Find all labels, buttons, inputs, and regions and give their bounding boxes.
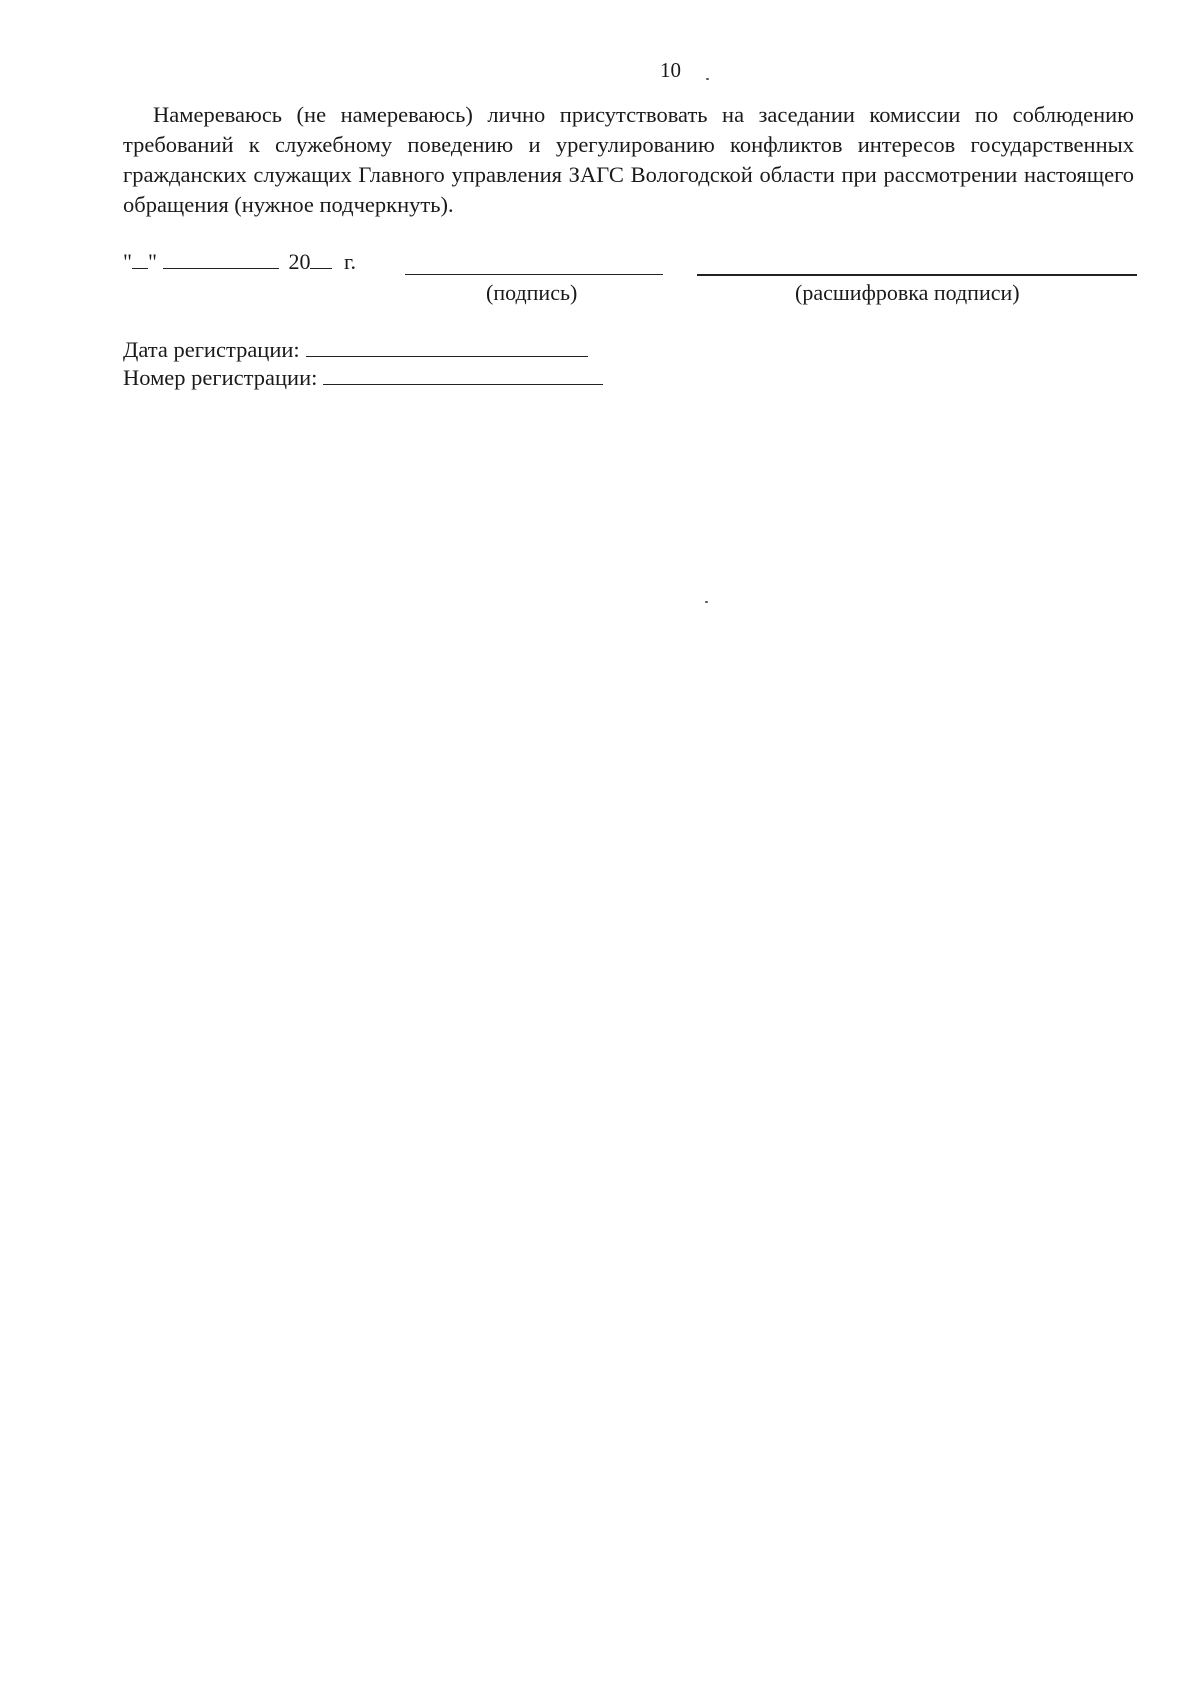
scan-speck	[706, 78, 709, 80]
date-quote-close: "	[147, 249, 157, 274]
signature-line[interactable]	[405, 274, 663, 275]
date-quote-open: "	[123, 249, 132, 274]
day-blank[interactable]	[132, 248, 148, 269]
registration-number-row	[123, 364, 603, 392]
year-blank[interactable]	[310, 248, 332, 269]
registration-date-blank[interactable]	[306, 336, 588, 357]
registration-date-label: Дата регистрации:	[123, 337, 300, 362]
year-suffix: г.	[343, 249, 357, 274]
signature-decode-line[interactable]	[697, 274, 1137, 276]
signature-decode-caption: (расшифровка подписи)	[795, 280, 1020, 305]
year-prefix: 20	[288, 249, 311, 274]
signature-row	[0, 248, 1200, 308]
month-blank[interactable]	[163, 248, 279, 269]
registration-date-row	[123, 336, 603, 364]
registration-number-blank[interactable]	[323, 364, 603, 385]
intent-paragraph: Намереваюсь (не намереваюсь) лично присутствовать на заседании комиссии по соблюдению требований к служебному поведению и урегулированию конфликтов интересов государственных гражданских служащих Главного управления ЗАГС Вологодской области при рассмотрении настоящего обращения (нужное подчеркнуть).	[123, 102, 1134, 217]
registration-block	[123, 336, 603, 392]
date-field[interactable]	[123, 248, 356, 275]
registration-number-label: Номер регистрации:	[123, 365, 318, 390]
page-number: 10	[660, 58, 681, 82]
signature-caption: (подпись)	[486, 280, 578, 305]
scan-speck	[705, 601, 708, 603]
